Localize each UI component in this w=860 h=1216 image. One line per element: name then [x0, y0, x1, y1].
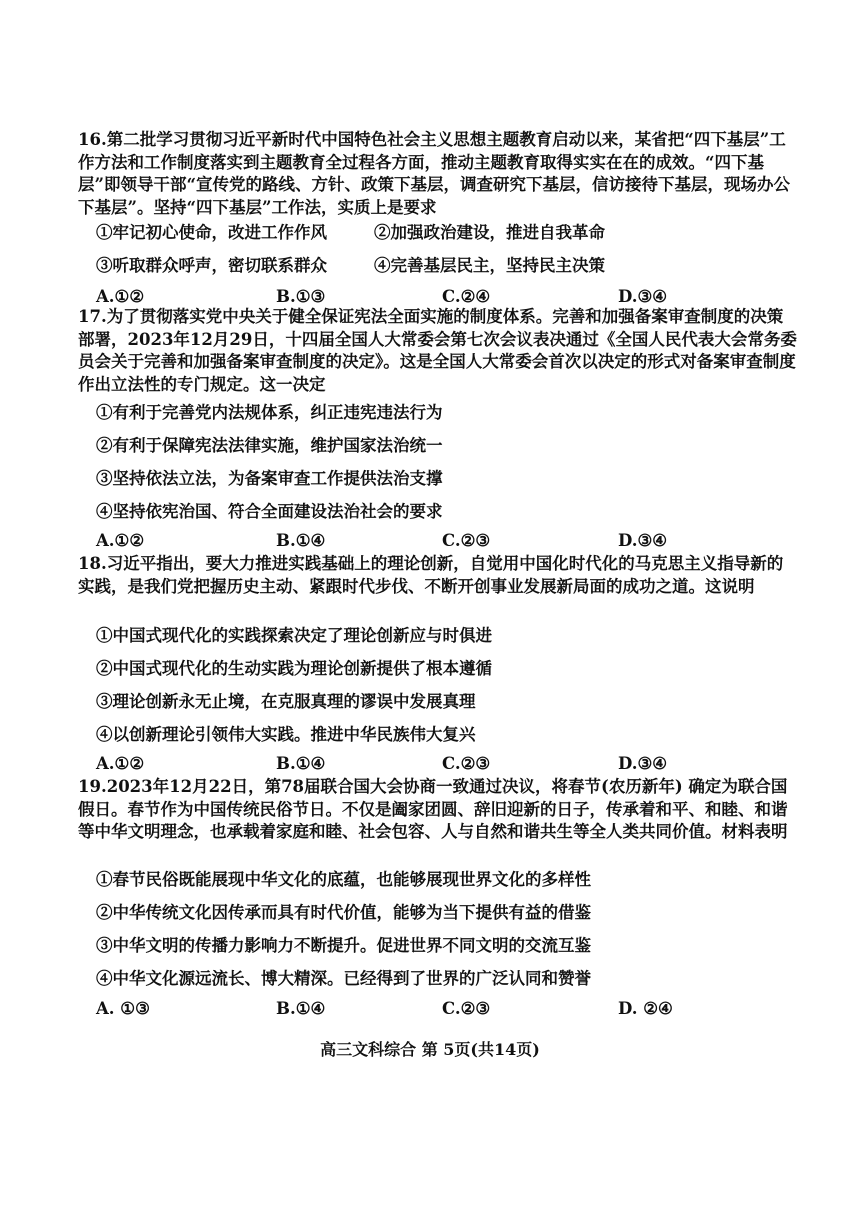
question-18-stem [78, 553, 798, 598]
q16-option-1: ①牢记初心使命，改进工作作风 [96, 223, 327, 242]
question-17-stem [78, 306, 798, 396]
q18-option-2: ②中国式现代化的生动实践为理论创新提供了根本遵循 [96, 659, 492, 678]
q17-choices [96, 531, 716, 553]
question-text: 为了贯彻落实党中央关于健全保证宪法全面实施的制度体系。完善和加强备案审查制度的决策部署，2023年12月29日，十四届全国人大常委会第七次会议表决通过《全国人民代表大会常务委员会关于完善和加强备案审查制度的决定》。这是全国人大常委会首次以决定的形式对备案审查制度作出立法性的专门规定。这一决定 [78, 307, 797, 394]
choice-d[interactable]: D. ②④ [618, 999, 673, 1018]
q18-option-1: ①中国式现代化的实践探索决定了理论创新应与时俱进 [96, 626, 492, 645]
choice-a[interactable]: A.①② [96, 531, 145, 550]
choice-c[interactable]: C.②④ [442, 287, 491, 306]
q18-choices [96, 754, 716, 776]
question-text: 第二批学习贯彻习近平新时代中国特色社会主义思想主题教育启动以来，某省把“四下基层”工作方法和工作制度落实到主题教育全过程各方面，推动主题教育取得实实在在的成效。“四下基层”即领导干部“宣传党的路线、方针、政策下基层，调查研究下基层，信访接待下基层，现场办公下基层”。坚持“四下基层”工作法，实质上是要求 [78, 130, 790, 217]
q19-option-3: ③中华文明的传播力影响力不断提升。促进世界不同文明的交流互鉴 [96, 936, 591, 955]
q17-option-2: ②有利于保障宪法法律实施，维护国家法治统一 [96, 436, 443, 455]
q17-option-4: ④坚持依宪治国、符合全面建设法治社会的要求 [96, 502, 443, 521]
choice-b[interactable]: B.①③ [276, 287, 326, 306]
q16-option-4: ④完善基层民主，坚持民主决策 [374, 256, 605, 275]
q17-option-1: ①有利于完善党内法规体系，纠正违宪违法行为 [96, 403, 443, 422]
question-text: 2023年12月22日，第78届联合国大会协商一致通过决议，将春节(农历新年) 确定为联合国假日。春节作为中国传统民俗节日。不仅是阖家团圆、辞旧迎新的日子，传承着和平、和睦、和谐等中华文明理念，也承载着家庭和睦、社会包容、人与自然和谐共生等全人类共同价值。材料表明 [78, 777, 788, 841]
question-number: 16. [78, 130, 107, 149]
question-19-stem [78, 776, 798, 844]
choice-d[interactable]: D.③④ [618, 531, 668, 550]
choice-a[interactable]: A. ①③ [96, 999, 150, 1018]
choice-d[interactable]: D.③④ [618, 754, 668, 773]
choice-b[interactable]: B.①④ [276, 531, 326, 550]
choice-c[interactable]: C.②③ [442, 531, 491, 550]
q19-choices [96, 999, 716, 1021]
q19-option-2: ②中华传统文化因传承而具有时代价值，能够为当下提供有益的借鉴 [96, 903, 591, 922]
choice-d[interactable]: D.③④ [618, 287, 668, 306]
question-number: 19. [78, 777, 107, 796]
q16-option-2: ②加强政治建设，推进自我革命 [374, 223, 605, 242]
page-footer: 高三文科综合 第 5页(共14页) [320, 1040, 540, 1059]
question-number: 18. [78, 554, 107, 573]
choice-b[interactable]: B.①④ [276, 754, 326, 773]
choice-c[interactable]: C.②③ [442, 999, 491, 1018]
q19-option-4: ④中华文化源远流长、博大精深。已经得到了世界的广泛认同和赞誉 [96, 969, 591, 988]
question-16-stem [78, 129, 798, 219]
question-text: 习近平指出，要大力推进实践基础上的理论创新，自觉用中国化时代化的马克思主义指导新的实践，是我们党把握历史主动、紧跟时代步伐、不断开创事业发展新局面的成功之道。这说明 [78, 554, 784, 596]
choice-b[interactable]: B.①④ [276, 999, 326, 1018]
q19-option-1: ①春节民俗既能展现中华文化的底蕴，也能够展现世界文化的多样性 [96, 870, 591, 889]
choice-a[interactable]: A.①② [96, 287, 145, 306]
choice-a[interactable]: A.①② [96, 754, 145, 773]
q18-option-4: ④以创新理论引领伟大实践。推进中华民族伟大复兴 [96, 725, 476, 744]
q16-option-3: ③听取群众呼声，密切联系群众 [96, 256, 327, 275]
question-number: 17. [78, 307, 107, 326]
q18-option-3: ③理论创新永无止境，在克服真理的谬误中发展真理 [96, 692, 476, 711]
q17-option-3: ③坚持依法立法，为备案审查工作提供法治支撑 [96, 469, 443, 488]
choice-c[interactable]: C.②③ [442, 754, 491, 773]
